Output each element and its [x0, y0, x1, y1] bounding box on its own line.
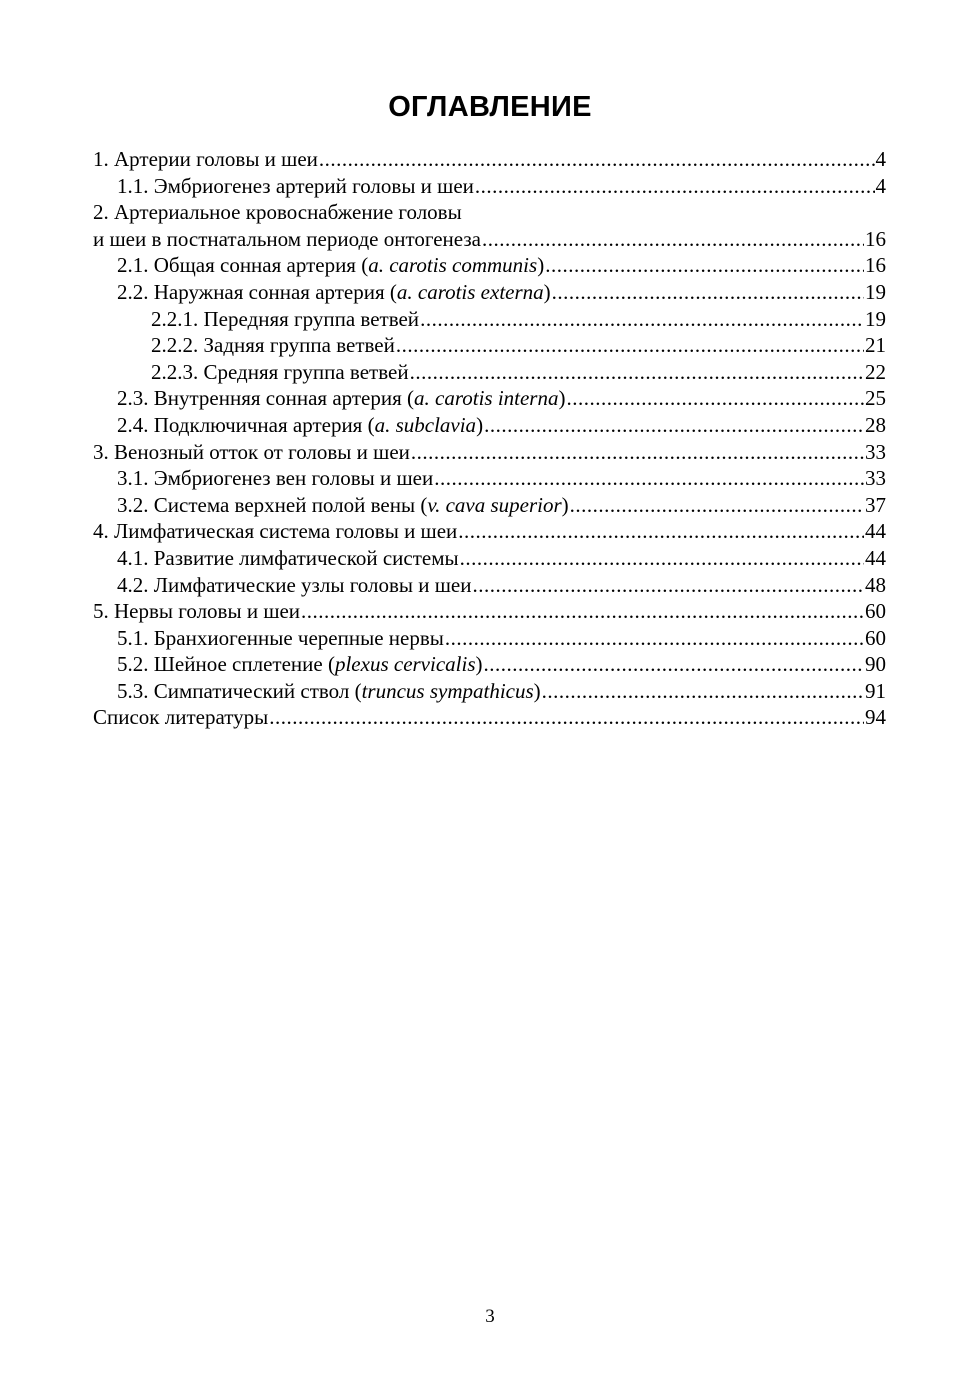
toc-entry	[93, 572, 886, 599]
toc-entry-latin-term: a. carotis externa	[396, 279, 544, 304]
toc-entry	[93, 226, 886, 253]
toc-entry-text: 2. Артериальное кровоснабжение головы	[93, 200, 462, 225]
toc-page-number: 37	[865, 492, 886, 517]
toc-entry	[93, 173, 886, 200]
toc-entry-text: )	[543, 279, 551, 304]
toc-dot-leader	[552, 279, 864, 306]
toc-entry-text: Список литературы	[93, 705, 269, 730]
toc-entry-title	[117, 545, 459, 572]
toc-entry-latin-term: a. carotis communis	[368, 253, 538, 278]
toc-dot-leader	[410, 359, 864, 386]
toc-dot-leader	[445, 625, 864, 652]
toc-entry-text: )	[537, 253, 545, 278]
toc-dot-leader	[484, 412, 864, 439]
toc-entry-latin-term: plexus cervicalis	[334, 652, 476, 677]
toc-entry-text: )	[475, 652, 483, 677]
toc-entry-text: )	[533, 678, 541, 703]
toc-entry-title	[151, 332, 395, 359]
toc-entry-text: 5.2. Шейное сплетение (	[117, 652, 335, 677]
toc-page-number: 25	[865, 386, 886, 411]
toc-page-number: 16	[865, 226, 886, 251]
toc-entry-text: 3. Венозный отток от головы и шеи	[93, 439, 410, 464]
toc-entry-text: 2.2.1. Передняя группа ветвей	[151, 306, 420, 331]
page-title: ОГЛАВЛЕНИЕ	[388, 91, 592, 123]
toc-page-number: 60	[865, 599, 886, 624]
toc-dot-leader	[460, 545, 864, 572]
toc-dot-leader	[475, 173, 875, 200]
toc-page-number: 16	[865, 253, 886, 278]
toc-entry-title	[117, 279, 551, 306]
toc-entry-text: 1.1. Эмбриогенез артерий головы и шеи	[117, 173, 474, 198]
table-of-contents	[93, 146, 886, 731]
toc-entry-text: 4.2. Лимфатические узлы головы и шеи	[117, 572, 472, 597]
toc-dot-leader	[570, 492, 864, 519]
toc-entry-title	[117, 651, 483, 678]
toc-page-number: 44	[865, 545, 886, 570]
toc-page-number: 21	[865, 333, 886, 358]
toc-entry	[93, 439, 886, 466]
toc-entry	[93, 385, 886, 412]
toc-entry-text: 5. Нервы головы и шеи	[93, 599, 301, 624]
toc-entry-title	[117, 625, 444, 652]
toc-entry	[93, 678, 886, 705]
toc-page-number: 94	[865, 705, 886, 730]
toc-entry-title	[93, 439, 410, 466]
toc-entry-text: 2.4. Подключичная артерия (	[117, 412, 375, 437]
toc-entry	[93, 545, 886, 572]
toc-entry	[93, 146, 886, 173]
toc-page-number: 19	[865, 306, 886, 331]
page-number: 3	[485, 1306, 495, 1327]
toc-entry-latin-term: a. subclavia	[374, 412, 477, 437]
toc-entry-text: )	[558, 386, 566, 411]
toc-entry-title	[117, 385, 565, 412]
toc-entry-title	[93, 518, 457, 545]
toc-entry	[93, 306, 886, 333]
toc-entry-title	[151, 306, 419, 333]
toc-page-number: 60	[865, 625, 886, 650]
toc-dot-leader	[420, 306, 864, 333]
toc-entry-text: 2.2. Наружная сонная артерия (	[117, 279, 397, 304]
toc-entry-title	[117, 465, 433, 492]
toc-page-number: 33	[865, 466, 886, 491]
toc-entry-title	[117, 252, 544, 279]
toc-page-number: 48	[865, 572, 886, 597]
toc-dot-leader	[411, 439, 864, 466]
toc-entry-text: 4.1. Развитие лимфатической системы	[117, 545, 459, 570]
toc-entry-text: 5.1. Бранхиогенные черепные нервы	[117, 625, 444, 650]
toc-entry-text: 3.2. Система верхней полой вены (	[117, 492, 428, 517]
toc-page-number: 44	[865, 519, 886, 544]
toc-entry	[93, 359, 886, 386]
toc-entry-title	[93, 598, 300, 625]
toc-entry-title	[117, 173, 474, 200]
toc-entry-text: 2.2.3. Средняя группа ветвей	[151, 359, 409, 384]
toc-entry-text: 2.3. Внутренняя сонная артерия (	[117, 386, 415, 411]
toc-page-number: 91	[865, 678, 886, 703]
toc-dot-leader	[269, 704, 864, 731]
toc-entry-title	[93, 226, 481, 253]
toc-entry-title	[93, 146, 318, 173]
toc-entry	[93, 492, 886, 519]
toc-entry-title	[93, 704, 268, 731]
toc-entry-title	[93, 199, 462, 226]
toc-entry-latin-term: a. carotis interna	[414, 386, 559, 411]
toc-entry-title	[117, 412, 483, 439]
toc-entry	[93, 598, 886, 625]
toc-entry	[93, 518, 886, 545]
toc-entry-text: 1. Артерии головы и шеи	[93, 147, 318, 171]
toc-dot-leader	[458, 518, 864, 545]
toc-entry	[93, 412, 886, 439]
toc-page-number: 4	[875, 173, 886, 198]
toc-entry-text: 2.1. Общая сонная артерия (	[117, 253, 369, 278]
toc-dot-leader	[472, 572, 864, 599]
toc-dot-leader	[566, 385, 864, 412]
toc-page-number: 90	[865, 652, 886, 677]
toc-dot-leader	[319, 146, 875, 173]
toc-entry-title	[117, 678, 541, 705]
toc-entry	[93, 332, 886, 359]
toc-entry-title	[117, 492, 569, 519]
toc-entry	[93, 704, 886, 731]
toc-entry-text: )	[561, 492, 569, 517]
toc-entry-text: 4. Лимфатическая система головы и шеи	[93, 519, 458, 544]
toc-entry	[93, 199, 886, 226]
toc-entry-text: )	[476, 412, 484, 437]
toc-entry-text: 3.1. Эмбриогенез вен головы и шеи	[117, 466, 434, 491]
toc-entry-text: 5.3. Симпатический ствол (	[117, 678, 362, 703]
toc-entry	[93, 625, 886, 652]
toc-dot-leader	[434, 465, 864, 492]
toc-page-number: 19	[865, 279, 886, 304]
toc-dot-leader	[396, 332, 864, 359]
toc-entry-text: 2.2.2. Задняя группа ветвей	[151, 333, 395, 358]
toc-page-number: 22	[865, 359, 886, 384]
toc-dot-leader	[482, 226, 864, 253]
toc-entry	[93, 279, 886, 306]
toc-entry	[93, 465, 886, 492]
toc-entry	[93, 252, 886, 279]
toc-entry-latin-term: truncus sympathicus	[361, 678, 534, 703]
toc-page-number: 28	[865, 412, 886, 437]
toc-entry-title	[117, 572, 471, 599]
toc-dot-leader	[542, 678, 864, 705]
toc-entry-text: и шеи в постнатальном периоде онтогенеза	[93, 226, 481, 251]
toc-entry	[93, 651, 886, 678]
toc-dot-leader	[301, 598, 864, 625]
toc-entry-title	[151, 359, 409, 386]
toc-page-number: 4	[875, 147, 886, 171]
toc-dot-leader	[545, 252, 864, 279]
toc-dot-leader	[484, 651, 865, 678]
toc-entry-latin-term: v. cava superior	[427, 492, 562, 517]
toc-page-number: 33	[865, 439, 886, 464]
